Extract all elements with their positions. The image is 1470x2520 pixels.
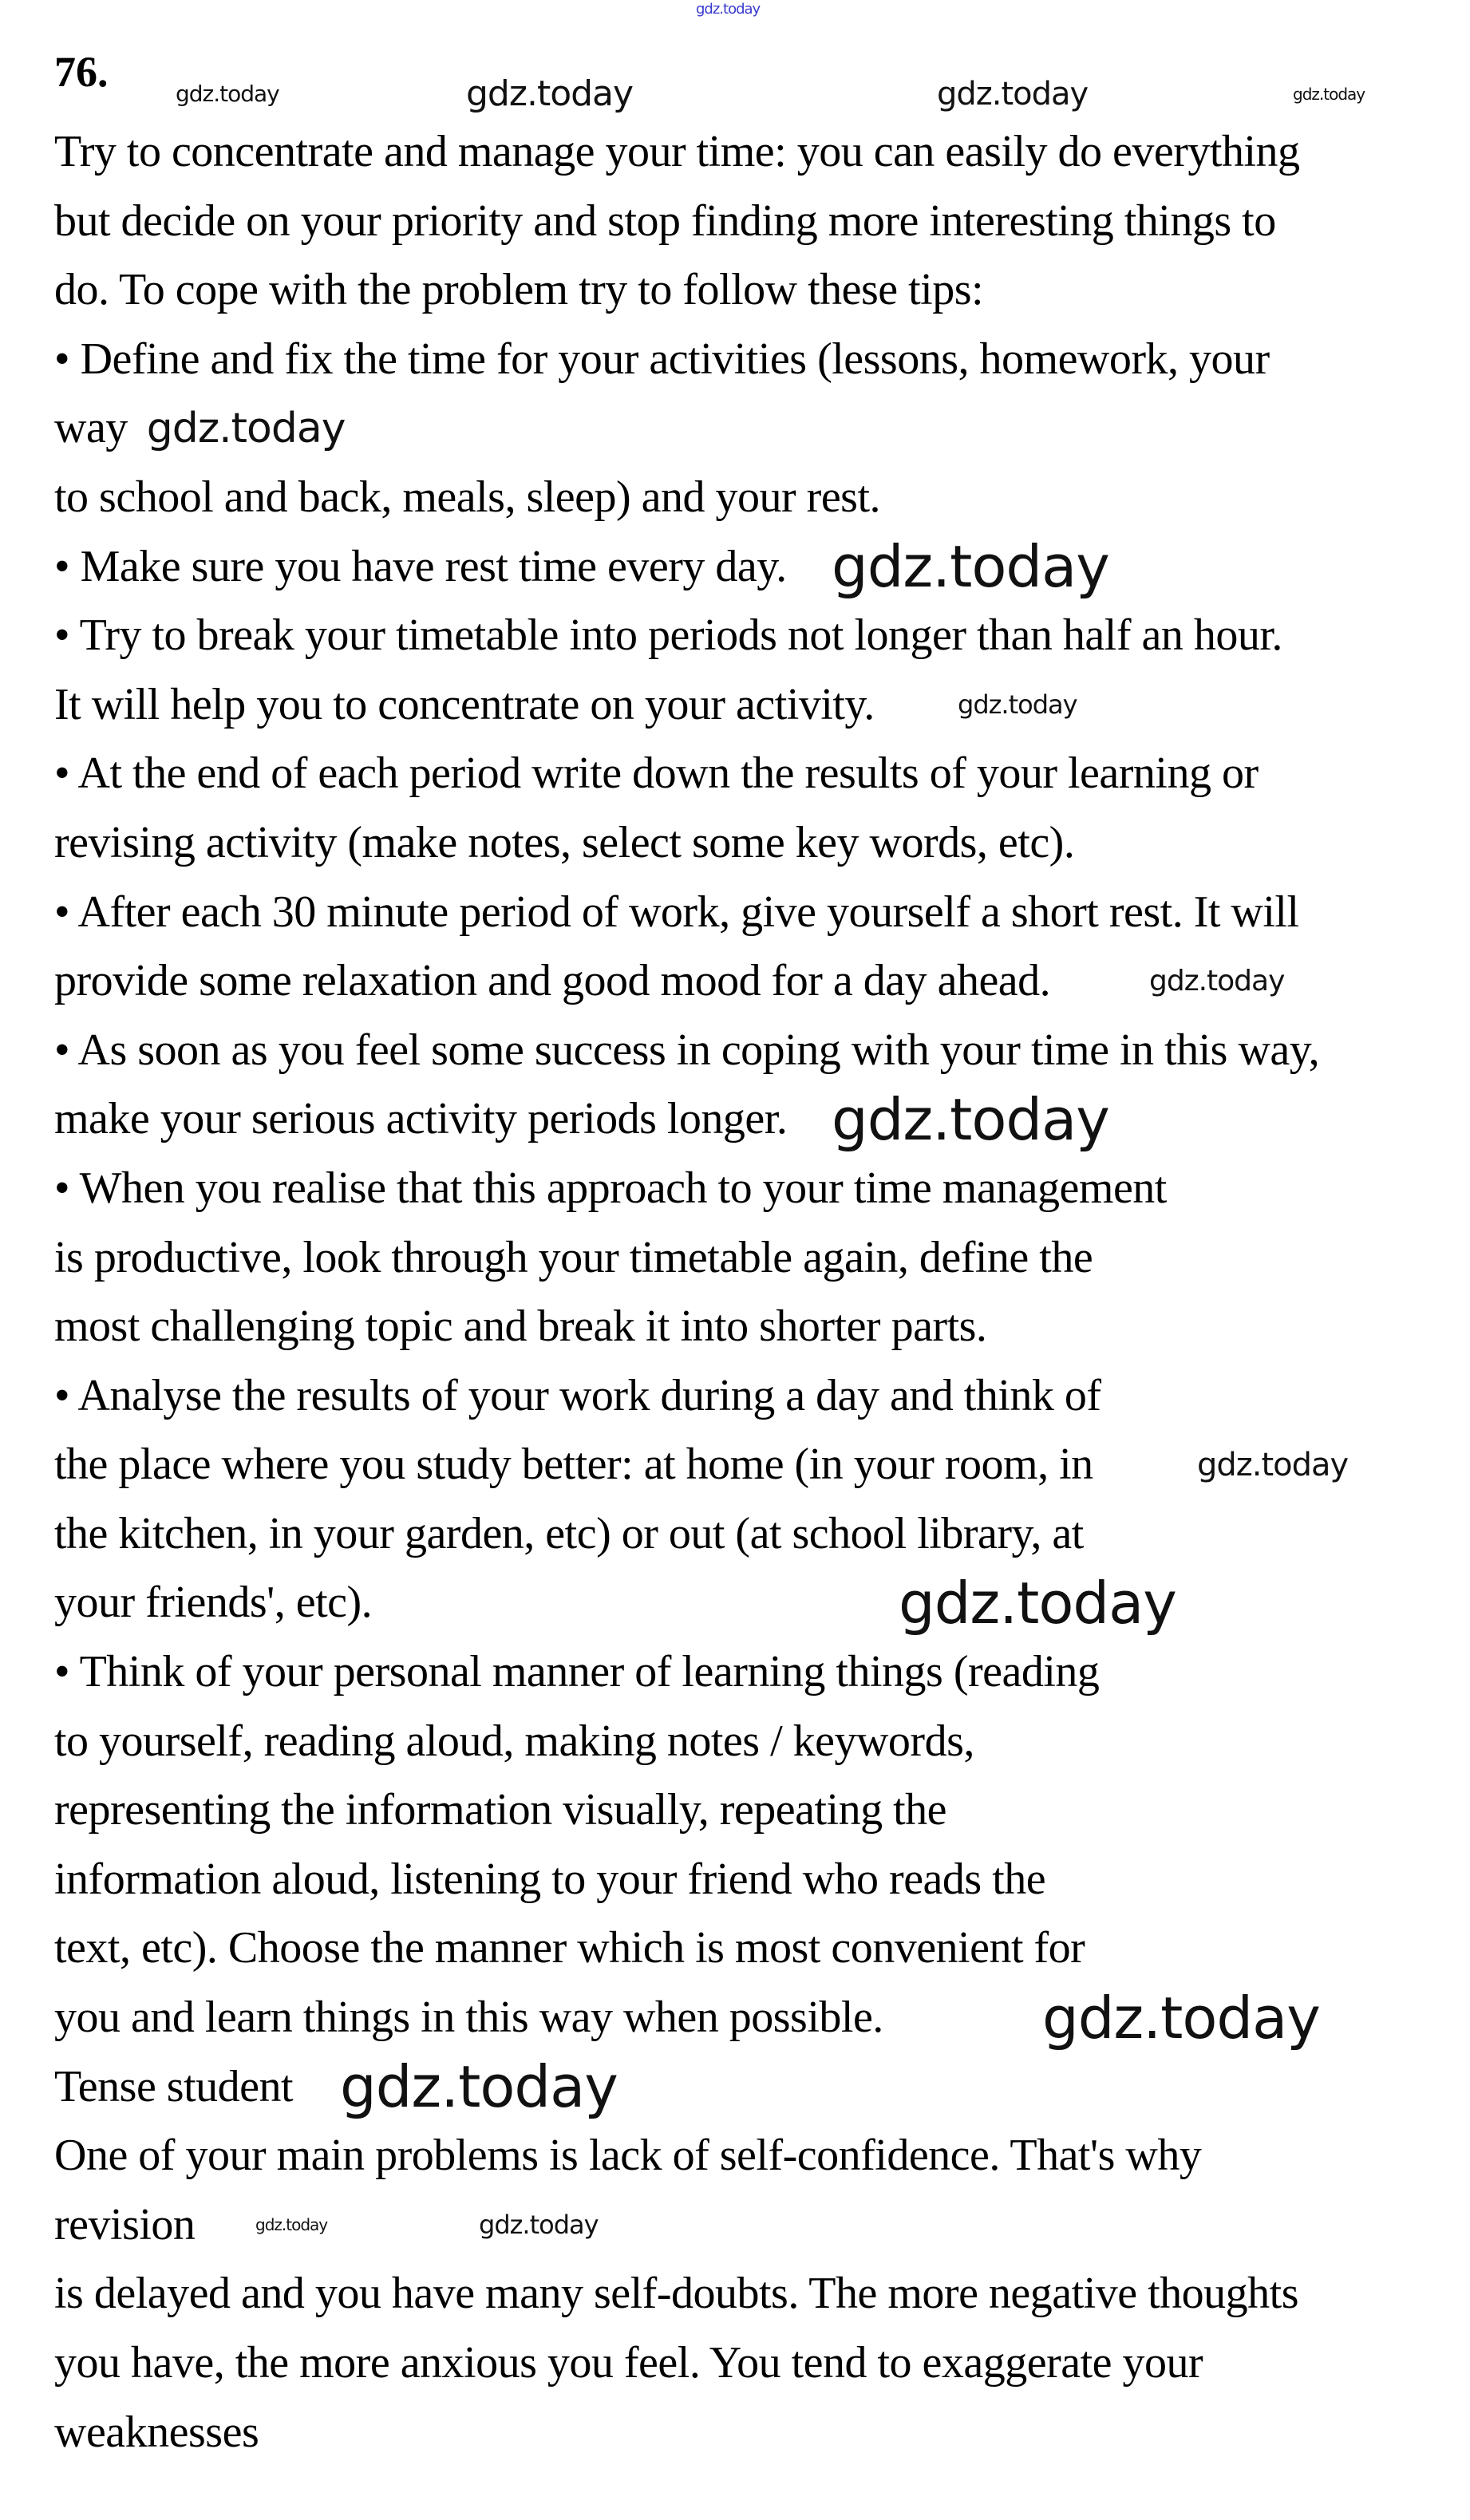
text-line-row [54,1084,1459,1154]
text-line: to yourself, reading aloud, making notes / keywords, [54,1716,974,1766]
text-line: make your serious activity periods longer. [54,1094,788,1144]
text-line-row [54,1914,1459,1983]
text-line-row [54,1292,1459,1361]
text-line: text, etc). Choose the manner which is most convenient for [54,1923,1085,1973]
watermark: gdz.today [958,689,1077,721]
watermark: gdz.today [255,2215,328,2235]
text-line-row [54,808,1459,878]
text-line-row [54,670,1459,740]
text-line-row [54,2052,1459,2122]
watermark: gdz.today [832,1085,1109,1153]
watermark: gdz.today [937,76,1089,113]
text-line: • After each 30 minute period of work, give yourself a short rest. It will [54,887,1299,937]
text-line-row [54,2259,1459,2328]
text-line-row [54,1637,1459,1707]
text-line-row [54,1223,1459,1293]
text-line-row [54,325,1459,394]
text-line: • As soon as you feel some success in coping with your time in this way, [54,1025,1320,1075]
text-line: It will help you to concentrate on your activity. [54,679,875,729]
text-line-row [54,1154,1459,1223]
text-line-row [54,1707,1459,1776]
text-line-row [54,532,1459,602]
text-line-row [54,187,1459,256]
text-line-row [54,1016,1459,1085]
watermark: gdz.today [1293,85,1365,104]
text-line: you have, the more anxious you feel. You tend to exaggerate your [54,2338,1203,2388]
watermark: gdz.today [899,1569,1176,1637]
text-line: revision [54,2199,196,2249]
watermark: gdz.today [1197,1446,1349,1483]
text-line-row [54,1775,1459,1845]
text-line: way [54,403,128,453]
text-line-row [54,2398,1459,2467]
text-line: is productive, look through your timetable again, define the [54,1232,1093,1282]
document-body [54,117,1459,2467]
exercise-number: 76. [54,48,109,96]
text-line: representing the information visually, repeating the [54,1785,947,1835]
text-line-row [54,2328,1459,2398]
text-line-row [54,878,1459,947]
text-line: your friends', etc). [54,1578,373,1628]
text-line: but decide on your priority and stop finding more interesting things to [54,196,1276,246]
text-line: • Try to break your timetable into periods not longer than half an hour. [54,610,1282,661]
watermark: gdz.today [146,404,346,452]
text-line-row [54,2121,1459,2190]
text-line: is delayed and you have many self-doubts. The more negative thoughts [54,2269,1299,2319]
text-line: to school and back, meals, sleep) and your rest. [54,472,881,522]
text-line: • Define and fix the time for your activities (lessons, homework, your [54,334,1270,384]
watermark: gdz.today [479,2210,599,2241]
watermark: gdz.today [466,73,634,114]
text-line: provide some relaxation and good mood for a day ahead. [54,956,1051,1006]
text-line: information aloud, listening to your friend who reads the [54,1854,1046,1904]
text-line: Tense student [54,2061,294,2111]
text-line: do. To cope with the problem try to follow these tips: [54,265,984,315]
text-line-row [54,255,1459,325]
watermark: gdz.today [832,532,1109,600]
text-line: • At the end of each period write down the results of your learning or [54,748,1259,799]
text-line-row [54,1845,1459,1914]
watermark: gdz.today [176,81,279,107]
text-line: • Make sure you have rest time every day. [54,541,787,591]
text-line: you and learn things in this way when possible. [54,1993,883,2043]
text-line-row [54,117,1459,187]
watermark-top: gdz.today [696,1,761,18]
watermark: gdz.today [1042,1984,1320,2052]
text-line-row [54,1499,1459,1569]
text-line: Try to concentrate and manage your time: you can easily do everything [54,127,1300,176]
text-line: the kitchen, in your garden, etc) or out (at school library, at [54,1508,1084,1558]
text-line: • Think of your personal manner of learning things (reading [54,1647,1100,1697]
text-line: most challenging topic and break it into shorter parts. [54,1301,987,1352]
text-line-row [54,601,1459,670]
text-line: weaknesses [54,2407,259,2457]
watermark: gdz.today [1149,964,1285,997]
text-line: • Analyse the results of your work during a day and think of [54,1370,1101,1420]
text-line: the place where you study better: at home (in your room, in [54,1440,1093,1490]
text-line: • When you realise that this approach to your time management [54,1163,1167,1213]
watermark: gdz.today [340,2053,618,2121]
text-line-row [54,1568,1459,1637]
text-line: One of your main problems is lack of self-confidence. That's why [54,2131,1202,2181]
text-line: revising activity (make notes, select some key words, etc). [54,817,1075,867]
text-line-row [54,739,1459,808]
text-line-row [54,463,1459,532]
text-line-row [54,1361,1459,1431]
